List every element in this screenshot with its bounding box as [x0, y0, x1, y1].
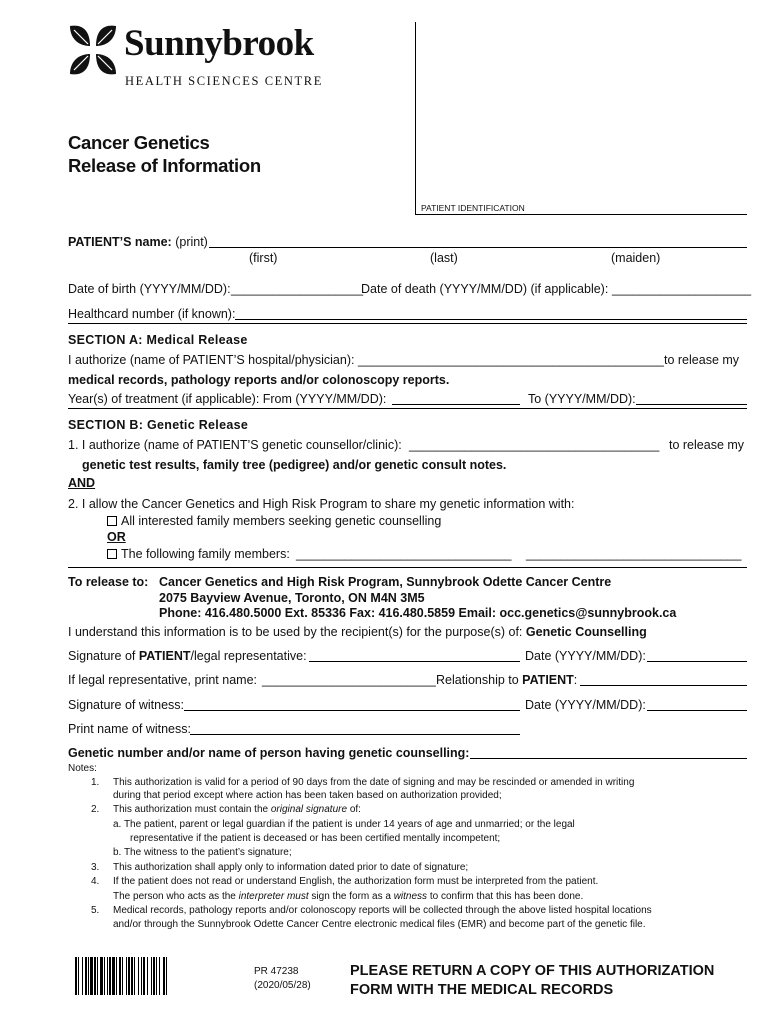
note-5-number: 5.	[91, 905, 100, 916]
barcode-bar	[78, 957, 79, 995]
barcode-bar	[159, 957, 160, 995]
barcode	[75, 957, 235, 995]
org-subtitle: HEALTH SCIENCES CENTRE	[125, 74, 323, 88]
allow-text: 2. I allow the Cancer Genetics and High Risk Program to share my genetic information with:	[68, 497, 575, 511]
note-4-number: 4.	[91, 876, 100, 887]
relationship-label-c: :	[573, 673, 578, 687]
note-2a-line-b: representative if the patient is deceased or has been certified mentally incompetent;	[130, 833, 501, 844]
return-notice-line2: FORM WITH THE MEDICAL RECORDS	[350, 982, 614, 998]
barcode-bar	[104, 957, 105, 995]
note-4-line-b	[113, 890, 583, 904]
witness-print-label: Print name of witness:	[68, 722, 191, 736]
barcode-bar	[138, 957, 139, 995]
witness-signature-field[interactable]	[184, 710, 520, 711]
signature-label-c: /legal representative:	[190, 649, 307, 663]
barcode-bar	[126, 957, 127, 995]
note-1-line-b: during that period except where action has been taken based on authorization provided;	[113, 790, 502, 801]
signature-label-patient: PATIENT	[138, 649, 191, 663]
note-1-line-a: This authorization is valid for a period of 90 days from the date of signing and may be rescinded or amended in writing	[113, 777, 635, 788]
healthcard-label: Healthcard number (if known):	[68, 307, 236, 321]
patient-id-underline	[415, 214, 747, 215]
release-to-line1: Cancer Genetics and High Risk Program, Sunnybrook Odette Cancer Centre	[159, 575, 612, 589]
barcode-bar	[122, 957, 123, 995]
notes-heading: Notes:	[68, 763, 97, 774]
barcode-bar	[94, 957, 96, 995]
barcode-bar	[131, 957, 133, 995]
release-to-label: To release to:	[68, 575, 149, 589]
and-label: AND	[68, 476, 96, 490]
genetic-number-label: Genetic number and/or name of person having genetic counselling:	[68, 746, 470, 760]
note-2-number: 2.	[91, 804, 100, 815]
hospital-physician-field[interactable]: ____________________________________________	[358, 353, 664, 367]
section-a-records: medical records, pathology reports and/or colonoscopy reports.	[68, 373, 450, 387]
relationship-label-patient: PATIENT	[522, 673, 574, 687]
barcode-bar	[112, 957, 115, 995]
witness-print-field[interactable]	[190, 734, 520, 735]
form-title-line1: Cancer Genetics	[68, 132, 210, 153]
note-5-line-a: Medical records, pathology reports and/or colonoscopy reports will be collected through the above listed hospital locations	[113, 905, 652, 916]
rep-name-field[interactable]: _________________________	[262, 673, 436, 687]
note-2-emphasis: original signature	[270, 804, 348, 815]
patient-name-field[interactable]	[209, 247, 747, 248]
barcode-bar	[119, 957, 121, 995]
purpose-value: Genetic Counselling	[525, 625, 647, 639]
option-following-family-label: The following family members:	[121, 547, 290, 561]
note-4-emphasis-2: witness	[393, 891, 428, 902]
dob-field[interactable]: ___________________	[231, 282, 364, 296]
signature-label-a: Signature of	[68, 649, 139, 663]
family-member-field-2[interactable]: _______________________________	[526, 547, 742, 561]
years-to-label: To (YYYY/MM/DD):	[528, 392, 636, 406]
barcode-bar	[143, 957, 145, 995]
dod-field[interactable]: ____________________	[612, 282, 752, 296]
release-to-line2: 2075 Bayview Avenue, Toronto, ON M4N 3M5	[159, 591, 425, 605]
barcode-bar	[97, 957, 98, 995]
note-4-text-3: to confirm that this has been done.	[427, 891, 584, 902]
barcode-bar	[88, 957, 89, 995]
option-all-family[interactable]	[107, 514, 441, 528]
barcode-bar	[163, 957, 165, 995]
barcode-bar	[128, 957, 130, 995]
years-from-field[interactable]	[392, 404, 520, 405]
section-a-authorize: I authorize (name of PATIENT’S hospital/physician):	[68, 353, 355, 367]
years-label: Year(s) of treatment (if applicable): From (YYYY/MM/DD):	[68, 392, 387, 406]
form-code: PR 47238	[254, 966, 299, 977]
genetic-counsellor-field[interactable]: ____________________________________	[409, 438, 660, 452]
patient-name-print: (print)	[175, 235, 208, 249]
note-3-number: 3.	[91, 862, 100, 873]
witness-date-field[interactable]	[647, 710, 747, 711]
purpose-text: I understand this information is to be used by the recipient(s) for the purpose(s) of:	[68, 625, 523, 639]
healthcard-field[interactable]	[235, 319, 747, 320]
option-following-family[interactable]	[107, 547, 290, 561]
signature-date-field[interactable]	[647, 661, 747, 662]
section-divider-b	[68, 408, 747, 409]
section-b-to-release: to release my	[669, 438, 745, 452]
maiden-label: (maiden)	[611, 251, 661, 265]
barcode-bar	[156, 957, 157, 995]
note-4-line-a: If the patient does not read or understand English, the authorization form must be interpreted from the patient.	[113, 876, 599, 887]
signature-date-label: Date (YYYY/MM/DD):	[525, 649, 646, 663]
org-name: Sunnybrook	[124, 23, 314, 64]
barcode-bar	[151, 957, 152, 995]
relationship-label	[436, 673, 577, 687]
section-b-heading: SECTION B: Genetic Release	[68, 418, 249, 432]
section-divider-a	[68, 323, 747, 324]
note-2a-line-a: a. The patient, parent or legal guardian if the patient is under 14 years of age and unmarried; or the legal	[113, 819, 575, 830]
patient-name-row	[68, 235, 208, 249]
years-to-field[interactable]	[636, 404, 747, 405]
note-3-line: This authorization shall apply only to information dated prior to date of signature;	[113, 862, 469, 873]
witness-date-label: Date (YYYY/MM/DD):	[525, 698, 646, 712]
barcode-bar	[82, 957, 83, 995]
form-title	[68, 131, 261, 177]
note-2-text-b: of:	[347, 804, 361, 815]
barcode-bar	[141, 957, 142, 995]
sunnybrook-logo	[68, 22, 340, 92]
relationship-field[interactable]	[580, 685, 747, 686]
patient-name-label: PATIENT’S name:	[68, 235, 172, 249]
barcode-bar	[166, 957, 167, 995]
note-2b-line: b. The witness to the patient’s signature;	[113, 847, 292, 858]
purpose-row	[68, 625, 647, 639]
barcode-bar	[100, 957, 103, 995]
note-2-text-a: This authorization must contain the	[113, 804, 271, 815]
section-a-heading: SECTION A: Medical Release	[68, 333, 248, 347]
barcode-bar	[147, 957, 148, 995]
note-5-line-b: and/or through the Sunnybrook Odette Cancer Centre electronic medical files (EMR) and become part of the genetic file.	[113, 919, 646, 930]
patient-id-label: PATIENT IDENTIFICATION	[421, 203, 525, 213]
section-divider-c	[68, 567, 747, 568]
note-4-text-1: The person who acts as the	[113, 891, 239, 902]
relationship-label-a: Relationship to	[436, 673, 523, 687]
or-label: OR	[107, 530, 126, 544]
witness-signature-label: Signature of witness:	[68, 698, 185, 712]
release-to-line3: Phone: 416.480.5000 Ext. 85336 Fax: 416.480.5859 Email: occ.genetics@sunnybrook.ca	[159, 606, 677, 620]
return-notice	[350, 962, 714, 1000]
return-notice-line1: PLEASE RETURN A COPY OF THIS AUTHORIZATION	[350, 963, 715, 979]
section-b-authorize: 1. I authorize (name of PATIENT’S genetic counsellor/clinic):	[68, 438, 402, 452]
barcode-bar	[134, 957, 135, 995]
note-1-number: 1.	[91, 777, 100, 788]
leaf-logo-icon	[68, 24, 118, 76]
barcode-bar	[75, 957, 77, 995]
patient-id-box-border	[415, 22, 416, 214]
dob-label: Date of birth (YYYY/MM/DD):	[68, 282, 231, 296]
option-all-family-label: All interested family members seeking genetic counselling	[121, 514, 442, 528]
barcode-bar	[109, 957, 111, 995]
all-family-checkbox[interactable]	[107, 516, 117, 526]
last-label: (last)	[430, 251, 458, 265]
barcode-bar	[85, 957, 87, 995]
signature-label	[68, 649, 307, 663]
genetic-results-text: genetic test results, family tree (pedigree) and/or genetic consult notes.	[82, 458, 507, 472]
barcode-bar	[116, 957, 117, 995]
following-family-checkbox[interactable]	[107, 549, 117, 559]
note-2-line	[113, 803, 361, 817]
barcode-bar	[90, 957, 93, 995]
genetic-number-field[interactable]	[470, 758, 747, 759]
barcode-bar	[153, 957, 155, 995]
barcode-bar	[107, 957, 108, 995]
form-date: (2020/05/28)	[254, 980, 311, 991]
dod-label: Date of death (YYYY/MM/DD) (if applicable):	[361, 282, 609, 296]
first-label: (first)	[249, 251, 278, 265]
form-title-line2: Release of Information	[68, 155, 261, 176]
patient-signature-field[interactable]	[309, 661, 520, 662]
family-member-field-1[interactable]: _______________________________	[296, 547, 512, 561]
note-4-text-2: sign the form as a	[308, 891, 394, 902]
rep-label: If legal representative, print name:	[68, 673, 257, 687]
section-a-to-release: to release my	[664, 353, 740, 367]
note-4-emphasis-1: interpreter must	[238, 891, 309, 902]
